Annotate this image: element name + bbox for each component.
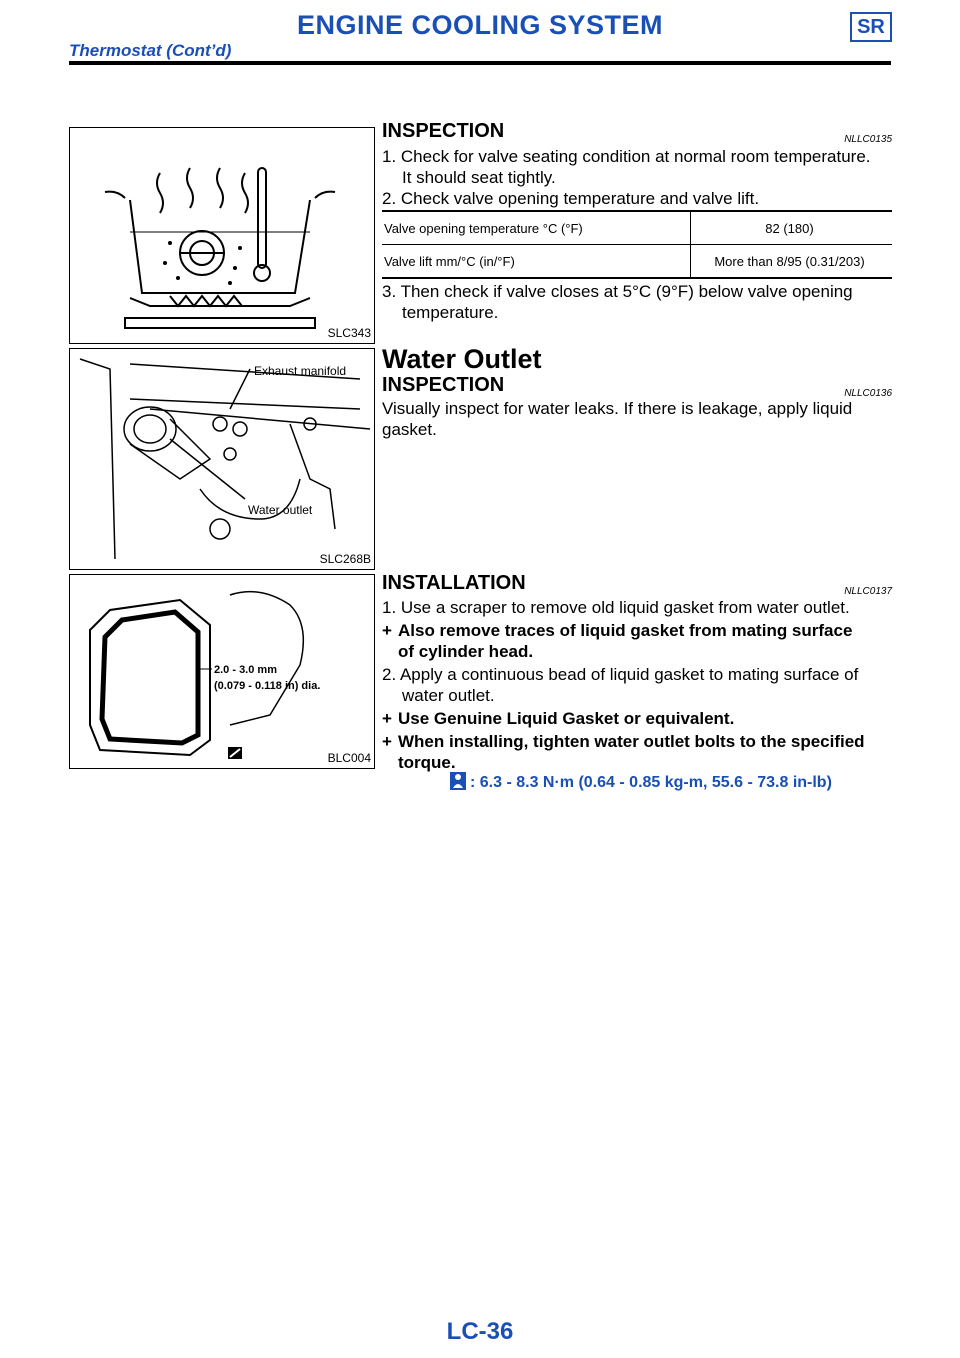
bullet-symbol: + [382, 621, 392, 640]
inspection-header [382, 120, 892, 146]
step-3-continued: temperature. [402, 303, 499, 322]
thermostat-bath-illustration [70, 128, 374, 343]
table-row [382, 211, 892, 245]
bullet-text-continued: torque. [398, 753, 456, 772]
bullet-text: Also remove traces of liquid gasket from mating surface [398, 621, 853, 640]
inspection-heading: INSPECTION [382, 374, 505, 396]
inspection-text-line: Visually inspect for water leaks. If there is leakage, apply liquid [382, 399, 853, 418]
table-row [382, 245, 892, 279]
step-2-text: 2. Apply a continuous bead of liquid gasket to mating surface of [382, 665, 859, 684]
reference-code: NLLC0135 [844, 134, 892, 145]
spec-table [382, 210, 892, 279]
bead-dimension-inch-label: (0.079 - 0.118 in) dia. [214, 680, 321, 692]
bead-dimension-label: 2.0 - 3.0 mm [214, 664, 277, 676]
gasket-bead-illustration [70, 575, 374, 768]
bullet-symbol: + [382, 709, 392, 728]
reference-code: NLLC0137 [844, 586, 892, 597]
inspection-step-1 [382, 146, 894, 188]
torque-value: : 6.3 - 8.3 N·m (0.64 - 0.85 kg-m, 55.6 - 73.8 in-lb) [470, 774, 832, 791]
figure-caption: SLC268B [319, 552, 371, 566]
water-outlet-inspection-text [382, 398, 894, 440]
page-number: LC-36 [446, 1318, 514, 1345]
installation-header [382, 572, 892, 598]
spec-label: Valve lift mm/°C (in/°F) [382, 245, 691, 279]
water-outlet-label: Water outlet [248, 503, 313, 517]
figure-caption: SLC343 [327, 326, 371, 340]
installation-step-1: 1. Use a scraper to remove old liquid gasket from water outlet. [382, 598, 850, 617]
installation-bullet-1 [382, 620, 894, 662]
step-2-continued: water outlet. [402, 686, 495, 705]
installation-bullet-3 [382, 731, 894, 773]
spec-value: More than 8/95 (0.31/203) [691, 245, 893, 279]
inspection-heading: INSPECTION [382, 120, 505, 142]
figure-gasket-bead [69, 574, 375, 769]
bullet-text: Use Genuine Liquid Gasket or equivalent. [398, 709, 735, 728]
water-outlet-title: Water Outlet [382, 344, 542, 374]
inspection-text-line: gasket. [382, 420, 437, 439]
reference-code: NLLC0136 [844, 388, 892, 399]
bullet-symbol: + [382, 732, 392, 751]
figure-water-outlet [69, 348, 375, 570]
inspection-step-3 [382, 281, 894, 323]
section-title: ENGINE COOLING SYSTEM [296, 10, 664, 40]
bullet-text-continued: of cylinder head. [398, 642, 534, 661]
exhaust-manifold-label: Exhaust manifold [254, 364, 347, 378]
torque-spec [450, 772, 832, 795]
water-outlet-illustration [70, 349, 374, 569]
installation-heading: INSTALLATION [382, 572, 526, 594]
step-1-text: 1. Check for valve seating condition at normal room temperature. [382, 147, 871, 166]
engine-badge: SR [850, 12, 892, 42]
figure-caption: BLC004 [327, 751, 371, 765]
step-1-continued: It should seat tightly. [402, 168, 556, 187]
header-rule [69, 61, 891, 65]
installation-step-2 [382, 664, 894, 706]
water-outlet-inspection-header [382, 374, 892, 400]
figure-thermostat-test [69, 127, 375, 344]
torque-wrench-icon [450, 772, 466, 795]
page-subtitle: Thermostat (Cont’d) [69, 41, 232, 60]
step-3-text: 3. Then check if valve closes at 5°C (9°F) below valve opening [382, 282, 853, 301]
installation-bullet-2 [382, 708, 894, 729]
bullet-text: When installing, tighten water outlet bolts to the specified [398, 732, 865, 751]
inspection-step-2: 2. Check valve opening temperature and valve lift. [382, 189, 760, 208]
spec-label: Valve opening temperature °C (°F) [382, 211, 691, 245]
liquid-gasket-icon [228, 747, 242, 759]
spec-value: 82 (180) [691, 211, 893, 245]
